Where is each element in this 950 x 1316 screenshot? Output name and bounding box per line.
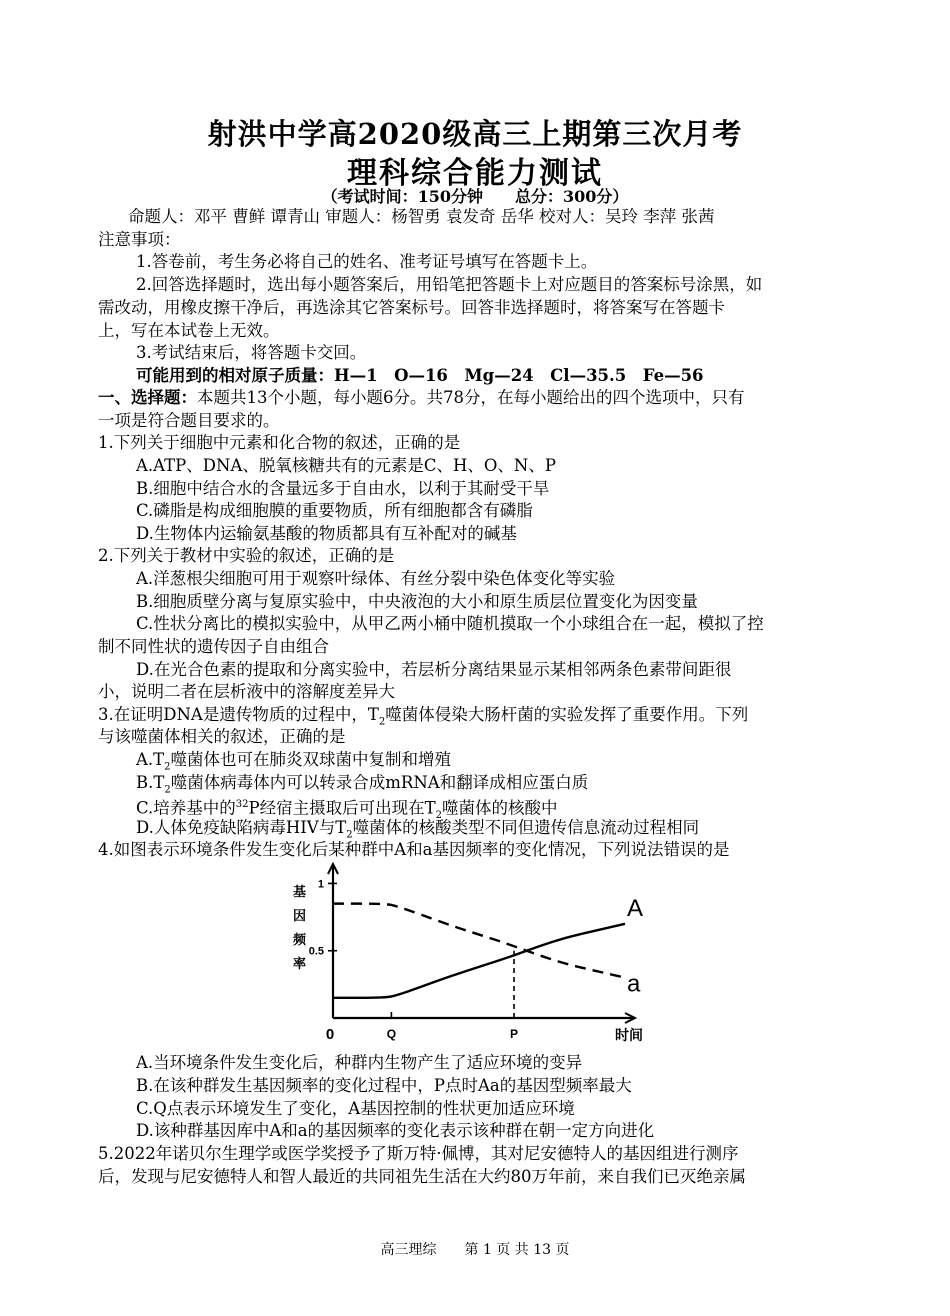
exam-title: 射洪中学高2020级高三上期第三次月考 (207, 117, 743, 151)
chart-axes (328, 864, 635, 1023)
subscript: 2 (378, 716, 386, 728)
x-tick-label-q: Q (386, 1027, 397, 1041)
note-1: 1.答卷前，考生务必将自己的姓名、准考证号填写在答题卡上。 (136, 252, 598, 271)
note-2-cont: 需改动，用橡皮擦干净后，再选涂其它答案标号。回答非选择题时，将答案写在答题卡 (98, 298, 725, 317)
origin-label: 0 (325, 1026, 335, 1043)
subscript: 2 (435, 809, 443, 821)
subscript: 2 (346, 829, 353, 841)
q1-option-b: B.细胞中结合水的含量远多于自由水，以利于其耐受干旱 (136, 479, 550, 498)
text: 噬菌体的核酸类型不同但遗传信息流动过程相同 (352, 818, 700, 837)
gene-frequency-chart (285, 858, 665, 1050)
section-1-cont: 一项是符合题目要求的。 (98, 411, 280, 430)
page-footer: 高三理综 第 1 页 共 13 页 (380, 1242, 570, 1258)
q2-option-c: C.性状分离比的模拟实验中，从甲乙两小桶中随机摸取一个小球组合在一起，模拟了控 (136, 614, 764, 633)
q5-stem: 5.2022年诺贝尔生理学或医学奖授予了斯万特·佩博，其对尼安德特人的基因组进行测序 (98, 1144, 739, 1163)
text: 噬菌体也可在肺炎双球菌中复制和增殖 (170, 750, 452, 769)
text: D.人体免疫缺陷病毒HIV与T (136, 818, 347, 837)
series-label-A: A (627, 894, 644, 922)
section-label: 一、选择题： (98, 388, 197, 407)
q2-option-d: D.在光合色素的提取和分离实验中，若层析分离结果显示某相邻两条色素带间距很 (136, 660, 732, 679)
q3-stem-part: 3.在证明DNA是遗传物质的过程中，T (98, 705, 379, 724)
staff-line: 命题人：邓平 曹鲜 谭青山 审题人：杨智勇 袁发奇 岳华 校对人：吴玲 李萍 张茜 (128, 207, 715, 226)
q2-option-b: B.细胞质壁分离与复原实验中，中央液泡的大小和原生质层位置变化为因变量 (136, 592, 698, 611)
q4-option-b: B.在该种群发生基因频率的变化过程中，P点时Aa的基因型频率最大 (136, 1076, 632, 1095)
q4-stem: 4.如图表示环境条件发生变化后某种群中A和a基因频率的变化情况，下列说法错误的是 (98, 840, 730, 859)
q2-option-a: A.洋葱根尖细胞可用于观察叶绿体、有丝分裂中染色体变化等实验 (136, 569, 616, 588)
text: C.培养基中的 (136, 798, 236, 818)
atomic-masses: 可能用到的相对原子质量：H—1 O—16 Mg—24 Cl—35.5 Fe—56 (136, 366, 704, 385)
q3-stem-cont: 与该噬菌体相关的叙述，正确的是 (98, 727, 346, 746)
text: P经宿主摄取后可出现在T (248, 798, 436, 818)
y-tick-label: 0.5 (308, 945, 324, 958)
q1-stem: 1.下列关于细胞中元素和化合物的叙述，正确的是 (98, 433, 461, 452)
text: 噬菌体的核酸中 (442, 798, 558, 818)
exam-info: （考试时间：150分钟 总分：300分） (321, 187, 629, 206)
q4-option-d: D.该种群基因库中A和a的基因频率的变化表示该种群在朝一定方向进化 (136, 1121, 655, 1140)
exam-subtitle: 理科综合能力测试 (347, 156, 603, 191)
section-text: 本题共13个小题，每小题6分。共78分，在每小题给出的四个选项中，只有 (197, 388, 745, 407)
x-tick-label-p: P (510, 1027, 519, 1041)
subscript: 2 (164, 784, 171, 796)
note-3: 3.考试结束后，将答题卡交回。 (136, 343, 367, 362)
q2-option-c-cont: 制不同性状的遗传因子自由组合 (98, 637, 329, 656)
note-2: 2.回答选择题时，选出每小题答案后，用铅笔把答题卡上对应题目的答案标号涂黑，如 (136, 275, 763, 294)
note-2-cont2: 上，写在本试卷上无效。 (98, 321, 280, 340)
q4-option-c: C.Q点表示环境发生了变化，A基因控制的性状更加适应环境 (136, 1099, 575, 1118)
section-1-heading (98, 387, 745, 409)
q1-option-d: D.生物体内运输氨基酸的物质都具有互补配对的碱基 (136, 524, 517, 543)
q5-stem-cont: 后，发现与尼安德特人和智人最近的共同祖先生活在大约80万年前，来自我们已灭绝亲属 (98, 1167, 746, 1186)
notes-heading: 注意事项： (98, 230, 181, 249)
text: A.T (136, 750, 165, 769)
y-tick-label: 1 (317, 878, 324, 891)
y-axis-label-char: 频 (293, 933, 307, 948)
x-axis-label: 时间 (615, 1028, 643, 1044)
text: 噬菌体病毒体内可以转录合成mRNA和翻译成相应蛋白质 (170, 773, 589, 792)
q2-stem: 2.下列关于教材中实验的叙述，正确的是 (98, 546, 395, 565)
superscript: 32 (235, 799, 249, 810)
y-axis-label-char: 基 (293, 885, 307, 900)
y-axis-label-char: 因 (293, 909, 307, 924)
chart-labels (293, 878, 643, 1044)
y-axis-label-char: 率 (293, 957, 307, 972)
q3-stem-part: 噬菌体侵染大肠杆菌的实验发挥了重要作用。下列 (385, 705, 749, 724)
text: B.T (136, 773, 165, 792)
q1-option-a: A.ATP、DNA、脱氧核糖共有的元素是C、H、O、N、P (136, 456, 556, 475)
q4-option-a: A.当环境条件发生变化后，种群内生物产生了适应环境的变异 (136, 1053, 583, 1072)
q2-option-d-cont: 小，说明二者在层析液中的溶解度差异大 (98, 682, 395, 701)
q1-option-c: C.磷脂是构成细胞膜的重要物质，所有细胞都含有磷脂 (136, 501, 533, 520)
subscript: 2 (164, 761, 171, 773)
series-label-a: a (627, 970, 641, 998)
chart-marks (333, 904, 625, 1018)
